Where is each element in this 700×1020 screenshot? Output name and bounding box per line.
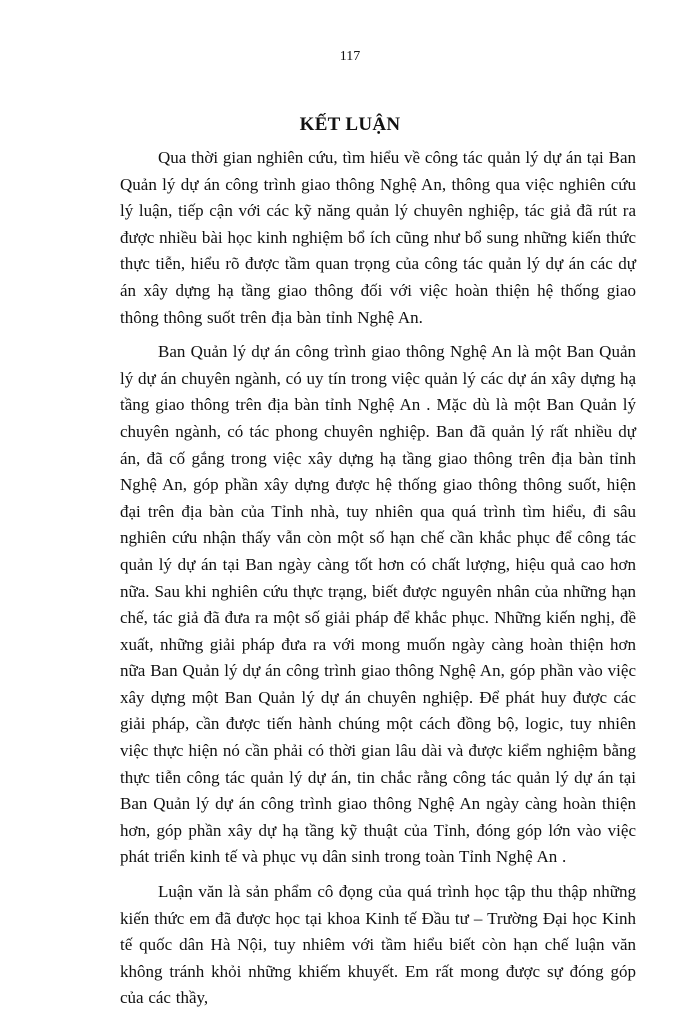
paragraph-1: Qua thời gian nghiên cứu, tìm hiểu về công tác quản lý dự án tại Ban Quản lý dự án công trình giao thông Nghệ An, thông qua việc nghiên cứu lý luận, tiếp cận với các kỹ năng quản lý chuyên nghiệp, tác giả đã rút ra được nhiều bài học kinh nghiệm bổ ích cũng như bổ sung những kiến thức thực tiễn, hiểu rõ được tầm quan trọng của công tác quản lý dự án các dự án xây dựng hạ tầng giao thông đối với việc hoàn thiện hệ thống giao thông thông suốt trên địa bàn tỉnh Nghệ An.: [120, 148, 636, 327]
document-body: [120, 145, 636, 1020]
paragraph-3: Luận văn là sản phẩm cô đọng của quá trình học tập thu thập những kiến thức em đã được học tại khoa Kinh tế Đầu tư – Trường Đại học Kinh tế quốc dân Hà Nội, tuy nhiêm với tầm hiểu biết còn hạn chế luận văn không tránh khỏi những khiếm khuyết. Em rất mong được sự đóng góp của các thầy,: [120, 882, 636, 1008]
paragraph-2: Ban Quản lý dự án công trình giao thông Nghệ An là một Ban Quản lý dự án chuyên ngành, có uy tín trong việc quản lý các dự án xây dựng hạ tầng giao thông trên địa bàn tỉnh Nghệ An . Mặc dù là một Ban Quản lý chuyên ngành, có tác phong chuyên nghiệp. Ban đã quản lý rất nhiều dự án, đã cố gắng trong việc xây dựng hạ tầng giao thông trên địa bàn tỉnh Nghệ An, góp phần xây dựng được hệ thống giao thông thông suốt, hiện đại trên địa bàn của Tỉnh nhà, tuy nhiên qua quá trình tìm hiểu, đi sâu nghiên cứu nhận thấy vẫn còn một số hạn chế cần khắc phục để công tác quản lý dự án tại Ban ngày càng tốt hơn có chất lượng, hiệu quả cao hơn nữa. Sau khi nghiên cứu thực trạng, biết được nguyên nhân của những hạn chế, tác giả đã đưa ra một số giải pháp để khắc phục. Những kiến nghị, đề xuất, những giải pháp đưa ra với mong muốn ngày càng hoàn thiện hơn nữa Ban Quản lý dự án công trình giao thông Nghệ An, góp phần vào việc xây dựng một Ban Quản lý dự án chuyên nghiệp. Để phát huy được các giải pháp, cần được tiến hành chúng một cách đồng bộ, logic, tuy nhiên việc thực hiện nó cần phải có thời gian lâu dài và được kiểm nghiệm bằng thực tiễn công tác quản lý dự án, tin chắc rằng công tác quản lý dự án tại Ban Quản lý dự án công trình giao thông Nghệ An ngày càng hoàn thiện hơn, góp phần xây dự hạ tầng kỹ thuật của Tỉnh, đóng góp lớn vào việc phát triển kinh tế và phục vụ dân sinh trong toàn Tỉnh Nghệ An .: [120, 342, 636, 867]
page-number: 117: [339, 49, 361, 64]
page-title: KẾT LUẬN: [299, 114, 401, 135]
